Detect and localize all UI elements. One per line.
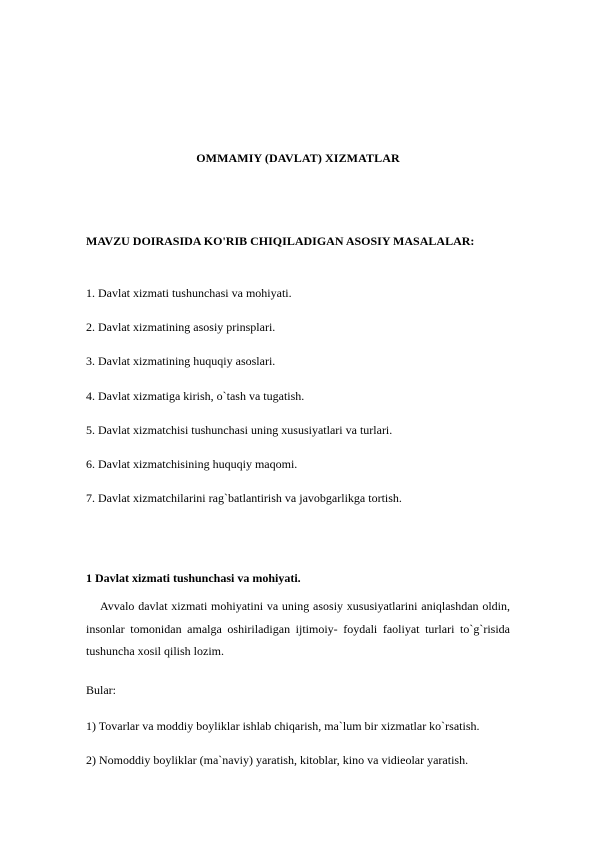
plan-item-7: 7. Davlat xizmatchilarini rag`batlantirish va javobgarlikga tortish.: [86, 491, 402, 506]
plan-item-6: 6. Davlat xizmatchisining huquqiy maqomi.: [86, 456, 298, 471]
section-heading: 1 Davlat xizmati tushunchasi va mohiyati.: [86, 571, 301, 585]
document-title: OMMAMIY (DAVLAT) XIZMATLAR: [196, 151, 400, 165]
plan-item-1: 1. Davlat xizmati tushunchasi va mohiyati.: [86, 286, 292, 300]
list-item-1: 1) Tovarlar va moddiy boyliklar ishlab chiqarish, ma`lum bir xizmatlar ko`rsatish.: [86, 719, 480, 733]
plan-item-2: 2. Davlat xizmatining asosiy prinsplari.: [86, 320, 276, 335]
plan-item-4: 4. Davlat xizmatiga kirish, o`tash va tugatish.: [86, 388, 305, 403]
document-subtitle: MAVZU DOIRASIDA KO'RIB CHIQILADIGAN ASOSIY MASALALAR:: [86, 234, 475, 248]
plan-item-5: 5. Davlat xizmatchisi tushunchasi uning xususiyatlari va turlari.: [86, 422, 393, 437]
bular-label: Bular:: [86, 683, 116, 697]
body-paragraph: Avvalo davlat xizmati mohiyatini va uning asosiy xususiyatlarini aniqlashdan oldin, insonlar tomonidan amalga oshiriladigan ijtimoiy- foydali faoliyat turlari to`g`risida tushuncha xosil qilish lozim.: [86, 599, 510, 658]
list-item-2: 2) Nomoddiy boyliklar (ma`naviy) yaratish, kitoblar, kino va vidieolar yaratish.: [86, 753, 469, 767]
plan-item-3: 3. Davlat xizmatining huquqiy asoslari.: [86, 354, 276, 369]
plan-list: [86, 283, 402, 522]
